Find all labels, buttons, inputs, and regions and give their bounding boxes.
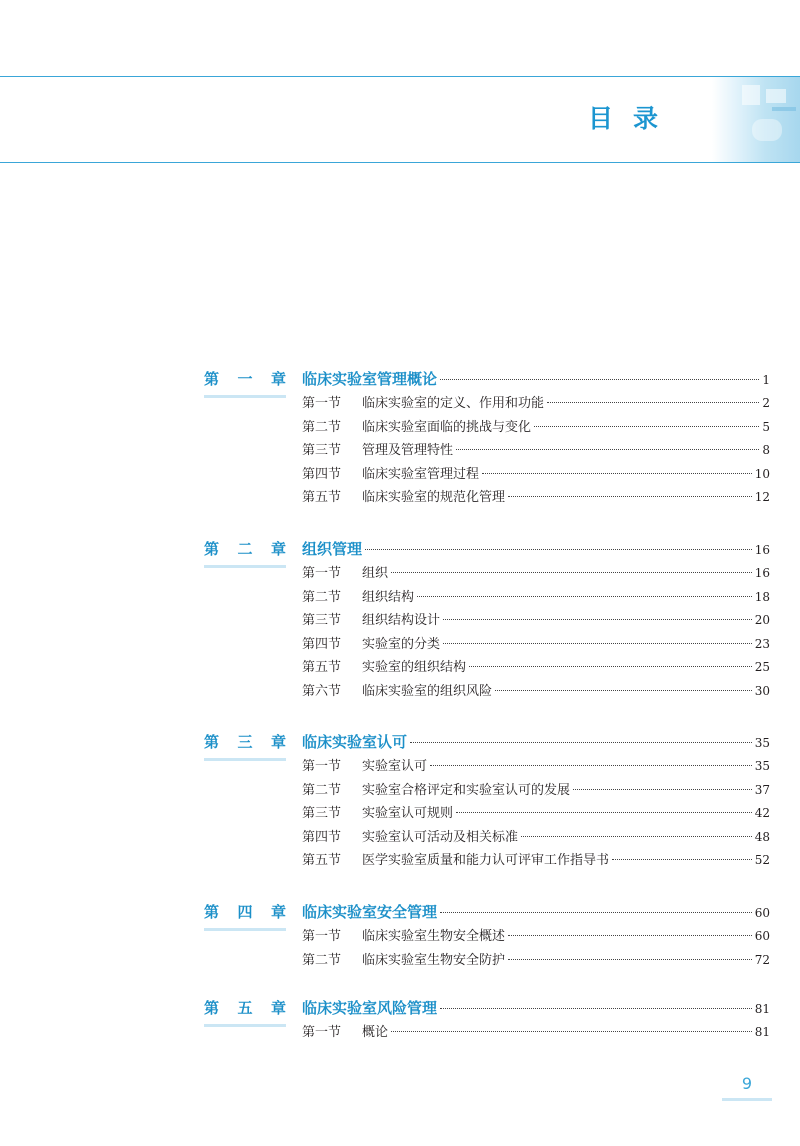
page-title: 目录: [588, 104, 679, 133]
chapter-page-number: 60: [754, 906, 770, 920]
leader-dots: [573, 789, 752, 790]
section-label: 第五节: [302, 660, 342, 675]
chapter-label-char: 第: [204, 999, 220, 1017]
leader-dots: [534, 426, 759, 427]
chapter-page-number: 16: [754, 543, 770, 557]
leader-dots: [508, 496, 752, 497]
leader-dots: [521, 836, 752, 837]
chapter-label-char: 一: [237, 370, 253, 388]
leader-dots: [495, 690, 752, 691]
section-label: 第一节: [302, 929, 342, 944]
section-label: 第一节: [302, 759, 342, 774]
chapter-label: [204, 538, 286, 559]
section-title: 组织结构设计: [362, 613, 441, 628]
chapter-underline: [204, 928, 286, 931]
leader-dots: [612, 859, 752, 860]
chapter-underline: [204, 395, 286, 398]
section-row[interactable]: [302, 680, 770, 700]
chapter-row[interactable]: [204, 368, 770, 390]
section-page-number: 42: [754, 806, 770, 820]
leader-dots: [440, 379, 759, 380]
section-title: 医学实验室质量和能力认可评审工作指导书: [362, 853, 610, 868]
section-page-number: 18: [754, 589, 770, 604]
section-page-number: 5: [762, 419, 770, 434]
chapter-label-char: 第: [204, 540, 220, 558]
leader-dots: [456, 812, 752, 813]
section-row[interactable]: [302, 802, 770, 822]
section-title: 临床实验室管理过程: [362, 466, 480, 482]
chapter-row[interactable]: [204, 997, 770, 1019]
section-label: 第二节: [302, 952, 342, 968]
leader-dots: [482, 473, 752, 474]
section-title: 实验室认可规则: [362, 806, 454, 821]
section-row[interactable]: [302, 656, 770, 676]
chapter-title: 临床实验室认可: [302, 733, 408, 751]
section-page-number: 12: [754, 490, 770, 504]
section-row[interactable]: [302, 925, 770, 945]
section-page-number: 30: [754, 683, 770, 698]
leader-dots: [456, 449, 759, 450]
chapter-underline: [204, 758, 286, 761]
chapter-label-char: 五: [237, 999, 253, 1017]
chapter-page-number: 35: [754, 736, 770, 750]
section-label: 第一节: [302, 566, 342, 581]
chapter-page-number: 1: [762, 373, 770, 387]
section-label: 第五节: [302, 490, 342, 505]
section-row[interactable]: [302, 779, 770, 799]
section-label: 第六节: [302, 683, 342, 699]
section-row[interactable]: [302, 755, 770, 775]
leader-dots: [410, 742, 752, 743]
section-title: 实验室的组织结构: [362, 660, 467, 675]
leader-dots: [417, 596, 752, 597]
section-row[interactable]: [302, 609, 770, 629]
chapter-label-char: 第: [204, 903, 220, 921]
section-label: 第一节: [302, 1025, 342, 1040]
section-title: 临床实验室的规范化管理: [362, 490, 506, 505]
chapter-page-number: 81: [754, 1002, 770, 1016]
section-label: 第三节: [302, 443, 342, 458]
section-label: 第四节: [302, 636, 342, 652]
chapter-label: [204, 731, 286, 752]
section-title: 临床实验室的组织风险: [362, 683, 493, 699]
chapter-underline: [204, 565, 286, 568]
chapter-label-char: 三: [237, 733, 253, 751]
section-title: 实验室合格评定和实验室认可的发展: [362, 782, 571, 798]
leader-dots: [508, 935, 752, 936]
chapter-label-char: 二: [237, 540, 253, 558]
section-title: 实验室认可: [362, 759, 428, 774]
leader-dots: [469, 666, 752, 667]
chapter-label: [204, 368, 286, 389]
section-title: 组织: [362, 566, 389, 581]
section-page-number: 37: [754, 782, 770, 797]
section-title: 实验室的分类: [362, 636, 441, 652]
section-row[interactable]: [302, 849, 770, 869]
leader-dots: [508, 959, 752, 960]
chapter-title: 临床实验室安全管理: [302, 903, 438, 921]
chapter-row[interactable]: [204, 731, 770, 753]
chapter-title: 组织管理: [302, 540, 363, 558]
section-label: 第二节: [302, 782, 342, 798]
section-page-number: 72: [754, 952, 770, 967]
section-row[interactable]: [302, 949, 770, 969]
chapter-label-char: 章: [270, 370, 286, 388]
section-label: 第一节: [302, 396, 342, 411]
section-page-number: 60: [754, 929, 770, 943]
chapter-row[interactable]: [204, 538, 770, 560]
chapter-label: [204, 901, 286, 922]
chapter-underline: [204, 1024, 286, 1027]
leader-dots: [391, 1031, 752, 1032]
section-page-number: 81: [754, 1025, 770, 1039]
section-page-number: 10: [754, 466, 770, 481]
leader-dots: [440, 912, 752, 913]
section-row[interactable]: [302, 392, 770, 412]
chapter-label-char: 第: [204, 370, 220, 388]
section-page-number: 35: [754, 759, 770, 773]
chapter-label-char: 章: [270, 733, 286, 751]
section-page-number: 2: [762, 396, 770, 410]
chapter-title: 临床实验室管理概论: [302, 370, 438, 388]
section-page-number: 23: [754, 636, 770, 651]
section-title: 管理及管理特性: [362, 443, 454, 458]
chapter-label-char: 章: [270, 999, 286, 1017]
leader-dots: [547, 402, 759, 403]
section-row[interactable]: [302, 1021, 770, 1041]
chapter-label-char: 章: [270, 540, 286, 558]
section-title: 临床实验室生物安全防护: [362, 952, 506, 968]
page-number-underline: [722, 1098, 772, 1101]
section-label: 第二节: [302, 419, 342, 435]
section-label: 第二节: [302, 589, 342, 605]
section-page-number: 25: [754, 660, 770, 674]
page-number: 9: [741, 1074, 753, 1093]
section-row[interactable]: [302, 439, 770, 459]
section-row[interactable]: [302, 826, 770, 846]
section-row[interactable]: [302, 463, 770, 483]
leader-dots: [443, 643, 752, 644]
section-label: 第四节: [302, 829, 342, 845]
leader-dots: [391, 572, 752, 573]
leader-dots: [443, 619, 752, 620]
section-row[interactable]: [302, 416, 770, 436]
chapter-title: 临床实验室风险管理: [302, 999, 438, 1017]
section-title: 临床实验室的定义、作用和功能: [362, 396, 545, 411]
section-label: 第四节: [302, 466, 342, 482]
section-title: 实验室认可活动及相关标准: [362, 829, 519, 845]
section-title: 临床实验室生物安全概述: [362, 929, 506, 944]
section-page-number: 20: [754, 613, 770, 627]
section-page-number: 8: [762, 443, 770, 457]
leader-dots: [440, 1008, 752, 1009]
section-page-number: 16: [754, 566, 770, 580]
section-page-number: 52: [754, 853, 770, 867]
section-label: 第三节: [302, 806, 342, 821]
section-title: 组织结构: [362, 589, 415, 605]
section-row[interactable]: [302, 586, 770, 606]
section-label: 第五节: [302, 853, 342, 868]
section-label: 第三节: [302, 613, 342, 628]
section-title: 概论: [362, 1025, 389, 1040]
section-page-number: 48: [754, 829, 770, 844]
chapter-label: [204, 997, 286, 1018]
leader-dots: [430, 765, 752, 766]
chapter-label-char: 第: [204, 733, 220, 751]
chapter-row[interactable]: [204, 901, 770, 923]
section-row[interactable]: [302, 562, 770, 582]
leader-dots: [365, 549, 752, 550]
section-title: 临床实验室面临的挑战与变化: [362, 419, 532, 435]
section-row[interactable]: [302, 486, 770, 506]
section-row[interactable]: [302, 633, 770, 653]
chapter-label-char: 四: [237, 903, 253, 921]
chapter-label-char: 章: [270, 903, 286, 921]
